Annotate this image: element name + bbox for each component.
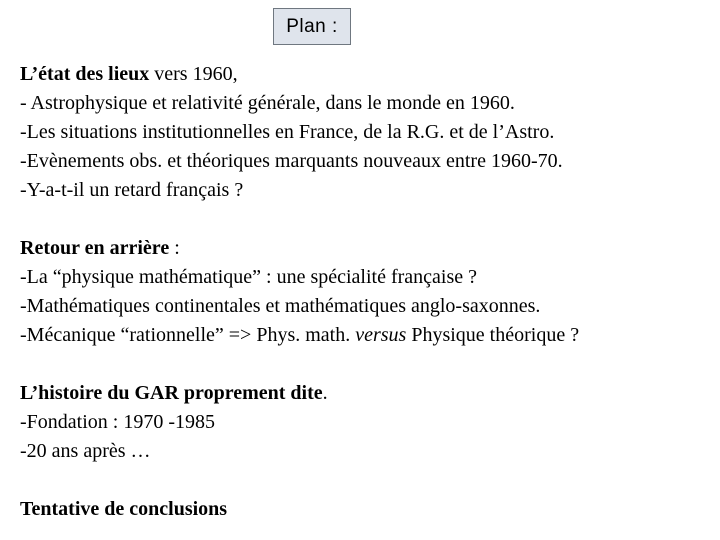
- section-histoire-gar: [20, 379, 715, 466]
- list-item: -Evènements obs. et théoriques marquants nouveaux entre 1960-70.: [20, 150, 563, 172]
- list-item: - Astrophysique et relativité générale, dans le monde en 1960.: [20, 92, 515, 114]
- section-spacer: [20, 205, 715, 234]
- item-text-italic: versus: [355, 324, 407, 346]
- section-retour-en-arriere: [20, 234, 715, 350]
- list-item: [20, 321, 715, 350]
- item-text-before: -Mécanique “rationnelle” => Phys. math.: [20, 324, 356, 346]
- section-heading: [20, 234, 715, 263]
- section-etat-des-lieux: [20, 60, 715, 205]
- list-item: -20 ans après …: [20, 440, 151, 462]
- list-item: -La “physique mathématique” : une spécialité française ?: [20, 266, 478, 288]
- heading-rest-text: .: [322, 382, 328, 404]
- list-item: -Les situations institutionnelles en France, de la R.G. et de l’Astro.: [20, 121, 555, 143]
- outline-content: [20, 60, 715, 524]
- plan-title: Plan :: [286, 15, 338, 37]
- heading-rest-text: :: [169, 237, 180, 259]
- plan-title-box: [273, 8, 351, 45]
- heading-bold-text: Tentative de conclusions: [20, 498, 228, 520]
- section-heading: [20, 60, 715, 89]
- item-text-after: Physique théorique ?: [406, 324, 580, 346]
- heading-bold-text: Retour en arrière: [20, 237, 170, 259]
- heading-bold-text: L’état des lieux: [20, 63, 150, 85]
- section-spacer: [20, 350, 715, 379]
- section-heading: [20, 495, 715, 524]
- heading-rest-text: vers 1960,: [149, 63, 238, 85]
- section-spacer: [20, 466, 715, 495]
- section-heading: [20, 379, 715, 408]
- list-item: -Mathématiques continentales et mathématiques anglo-saxonnes.: [20, 295, 541, 317]
- heading-bold-text: L’histoire du GAR proprement dite: [20, 382, 323, 404]
- list-item: -Y-a-t-il un retard français ?: [20, 179, 244, 201]
- section-conclusions: [20, 495, 715, 524]
- list-item: -Fondation : 1970 -1985: [20, 411, 215, 433]
